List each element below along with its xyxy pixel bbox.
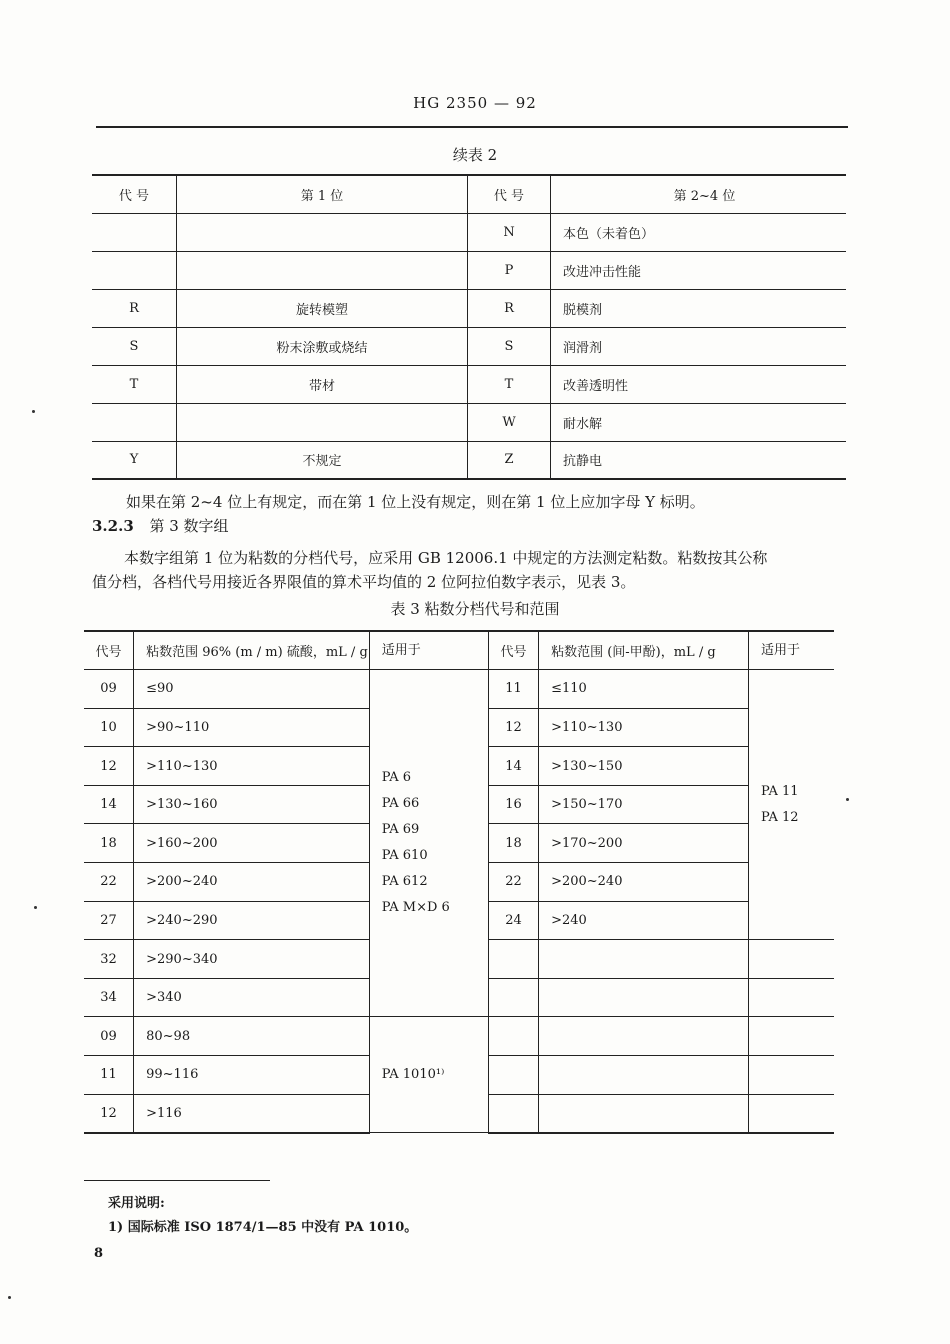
table-cell: 18 — [488, 824, 538, 863]
table-cell: >170~200 — [539, 824, 749, 863]
table-cell: 18 — [84, 824, 134, 863]
table-cell: >200~240 — [539, 863, 749, 902]
section-heading — [92, 514, 229, 538]
table-cell: >290~340 — [134, 940, 370, 979]
table-cell: ≤90 — [134, 670, 370, 709]
table-row — [84, 1017, 834, 1056]
table-row — [84, 670, 834, 709]
table-cell — [488, 1094, 538, 1133]
header-rule — [96, 126, 848, 128]
table-row — [92, 251, 846, 289]
table-cell: 粉末涂敷或烧结 — [177, 327, 468, 365]
table-cell — [539, 1056, 749, 1095]
table-cell: ≤110 — [539, 670, 749, 709]
table-cell — [539, 1094, 749, 1133]
table-cell: >116 — [134, 1094, 370, 1133]
table-cell — [177, 213, 468, 251]
table-cell: 改进冲击性能 — [551, 251, 847, 289]
table-cell — [748, 940, 834, 979]
paragraph-line-2: 值分档，各档代号用接近各界限值的算术平均值的 2 位阿拉伯数字表示，见表 3。 — [92, 573, 636, 591]
section-title: 第 3 数字组 — [149, 517, 229, 535]
applies-item: PA 610 — [381, 848, 428, 864]
footnote-rule — [84, 1180, 270, 1181]
applies-item: PA 612 — [381, 874, 428, 890]
applies-item: PA 6 — [381, 770, 412, 786]
table-cell: 09 — [84, 1017, 134, 1056]
section-number: 3.2.3 — [92, 517, 134, 535]
table-cell: 16 — [488, 785, 538, 824]
applies-item: PA 12 — [760, 809, 799, 825]
table-cell: >130~150 — [539, 747, 749, 786]
table2 — [92, 174, 846, 480]
table-cell: 22 — [84, 863, 134, 902]
table3 — [84, 630, 834, 1134]
table-cell: 27 — [84, 901, 134, 940]
applies-item: PA 66 — [381, 796, 420, 812]
table-row — [92, 403, 846, 441]
table-cell: 带材 — [177, 365, 468, 403]
table-cell: 脱模剂 — [551, 289, 847, 327]
table-cell — [92, 213, 177, 251]
table-cell: Z — [468, 441, 551, 479]
table-cell: T — [92, 365, 177, 403]
table-cell — [92, 251, 177, 289]
table-cell: 32 — [84, 940, 134, 979]
table2-note: 如果在第 2~4 位上有规定，而在第 1 位上没有规定，则在第 1 位上应加字母 Y 标明。 — [126, 493, 705, 511]
table-cell — [177, 403, 468, 441]
table-cell: Y — [92, 441, 177, 479]
table-cell: >160~200 — [134, 824, 370, 863]
applies-item: PA 69 — [381, 822, 420, 838]
table-cell: 11 — [488, 670, 538, 709]
table2-header-code2: 代 号 — [468, 175, 551, 213]
table-cell: 12 — [84, 1094, 134, 1133]
table-cell: R — [468, 289, 551, 327]
applies-group-1 — [369, 670, 488, 1017]
table-cell: 旋转模塑 — [177, 289, 468, 327]
applies-group-right — [748, 670, 834, 940]
applies-item: PA M×D 6 — [381, 900, 450, 916]
table-cell: 润滑剂 — [551, 327, 847, 365]
table-cell — [177, 251, 468, 289]
table2-header-code1: 代 号 — [92, 175, 177, 213]
table-cell: S — [468, 327, 551, 365]
table-cell: T — [468, 365, 551, 403]
table3-header-range-sulfuric: 粘数范围 96% (m / m) 硫酸，mL / g — [134, 631, 370, 670]
table3-header-applies-2: 适用于 — [748, 631, 834, 670]
table-cell — [488, 978, 538, 1017]
table-cell: 99~116 — [134, 1056, 370, 1095]
table-cell — [488, 940, 538, 979]
table2-header-pos2-4: 第 2~4 位 — [551, 175, 847, 213]
table2-header-pos1: 第 1 位 — [177, 175, 468, 213]
table-cell: S — [92, 327, 177, 365]
table-cell: 不规定 — [177, 441, 468, 479]
table-cell: R — [92, 289, 177, 327]
table-cell — [488, 1017, 538, 1056]
table-cell — [748, 1017, 834, 1056]
table-cell: 14 — [84, 785, 134, 824]
scan-speck — [32, 410, 35, 413]
table-cell: 改善透明性 — [551, 365, 847, 403]
table-row — [92, 365, 846, 403]
table-cell — [748, 978, 834, 1017]
table-cell — [539, 1017, 749, 1056]
table-cell: >90~110 — [134, 708, 370, 747]
table-cell: >110~130 — [134, 747, 370, 786]
table-cell — [539, 940, 749, 979]
table2-header-row — [92, 175, 846, 213]
table-cell: 耐水解 — [551, 403, 847, 441]
table-cell: 10 — [84, 708, 134, 747]
footnote-text: 1) 国际标准 ISO 1874/1—85 中没有 PA 1010。 — [108, 1220, 418, 1235]
table-cell: 12 — [488, 708, 538, 747]
scan-speck — [8, 1296, 11, 1299]
table-cell: >240 — [539, 901, 749, 940]
table-cell: 11 — [84, 1056, 134, 1095]
table2-caption: 续表 2 — [452, 146, 498, 164]
scan-speck — [846, 798, 849, 801]
table-row — [92, 213, 846, 251]
applies-item: PA 11 — [760, 783, 799, 799]
table-cell: 24 — [488, 901, 538, 940]
table-cell: >110~130 — [539, 708, 749, 747]
table3-header-code-2: 代号 — [488, 631, 538, 670]
document-number: HG 2350 — 92 — [413, 94, 537, 112]
table-cell — [539, 978, 749, 1017]
table3-header-row — [84, 631, 834, 670]
footnote-title: 采用说明: — [108, 1196, 165, 1211]
table-cell: 14 — [488, 747, 538, 786]
table-cell: W — [468, 403, 551, 441]
table-cell: 80~98 — [134, 1017, 370, 1056]
table3-header-applies: 适用于 — [369, 631, 488, 670]
scan-speck — [34, 906, 37, 909]
table-row — [92, 289, 846, 327]
table-row — [92, 327, 846, 365]
table-cell: 抗静电 — [551, 441, 847, 479]
table-cell: >130~160 — [134, 785, 370, 824]
table3-header-code: 代号 — [84, 631, 134, 670]
page-number: 8 — [94, 1246, 104, 1261]
table-cell — [748, 1056, 834, 1095]
table-cell: 09 — [84, 670, 134, 709]
table3-header-range-cresol: 粘数范围 (间-甲酚)，mL / g — [539, 631, 749, 670]
table-cell — [748, 1094, 834, 1133]
table-cell: >150~170 — [539, 785, 749, 824]
table3-caption: 表 3 粘数分档代号和范围 — [390, 600, 560, 618]
table-cell — [488, 1056, 538, 1095]
applies-group-2: PA 1010¹⁾ — [369, 1017, 488, 1133]
table-row — [92, 441, 846, 479]
table-cell: 22 — [488, 863, 538, 902]
table-cell: 34 — [84, 978, 134, 1017]
table-cell — [92, 403, 177, 441]
table-cell: N — [468, 213, 551, 251]
table-cell: 12 — [84, 747, 134, 786]
table-cell: P — [468, 251, 551, 289]
table-cell: 本色（未着色） — [551, 213, 847, 251]
table-cell: >340 — [134, 978, 370, 1017]
paragraph-line-1: 本数字组第 1 位为粘数的分档代号，应采用 GB 12006.1 中规定的方法测定粘数。粘数按其公称 — [124, 549, 768, 567]
table-cell: >240~290 — [134, 901, 370, 940]
table-cell: >200~240 — [134, 863, 370, 902]
